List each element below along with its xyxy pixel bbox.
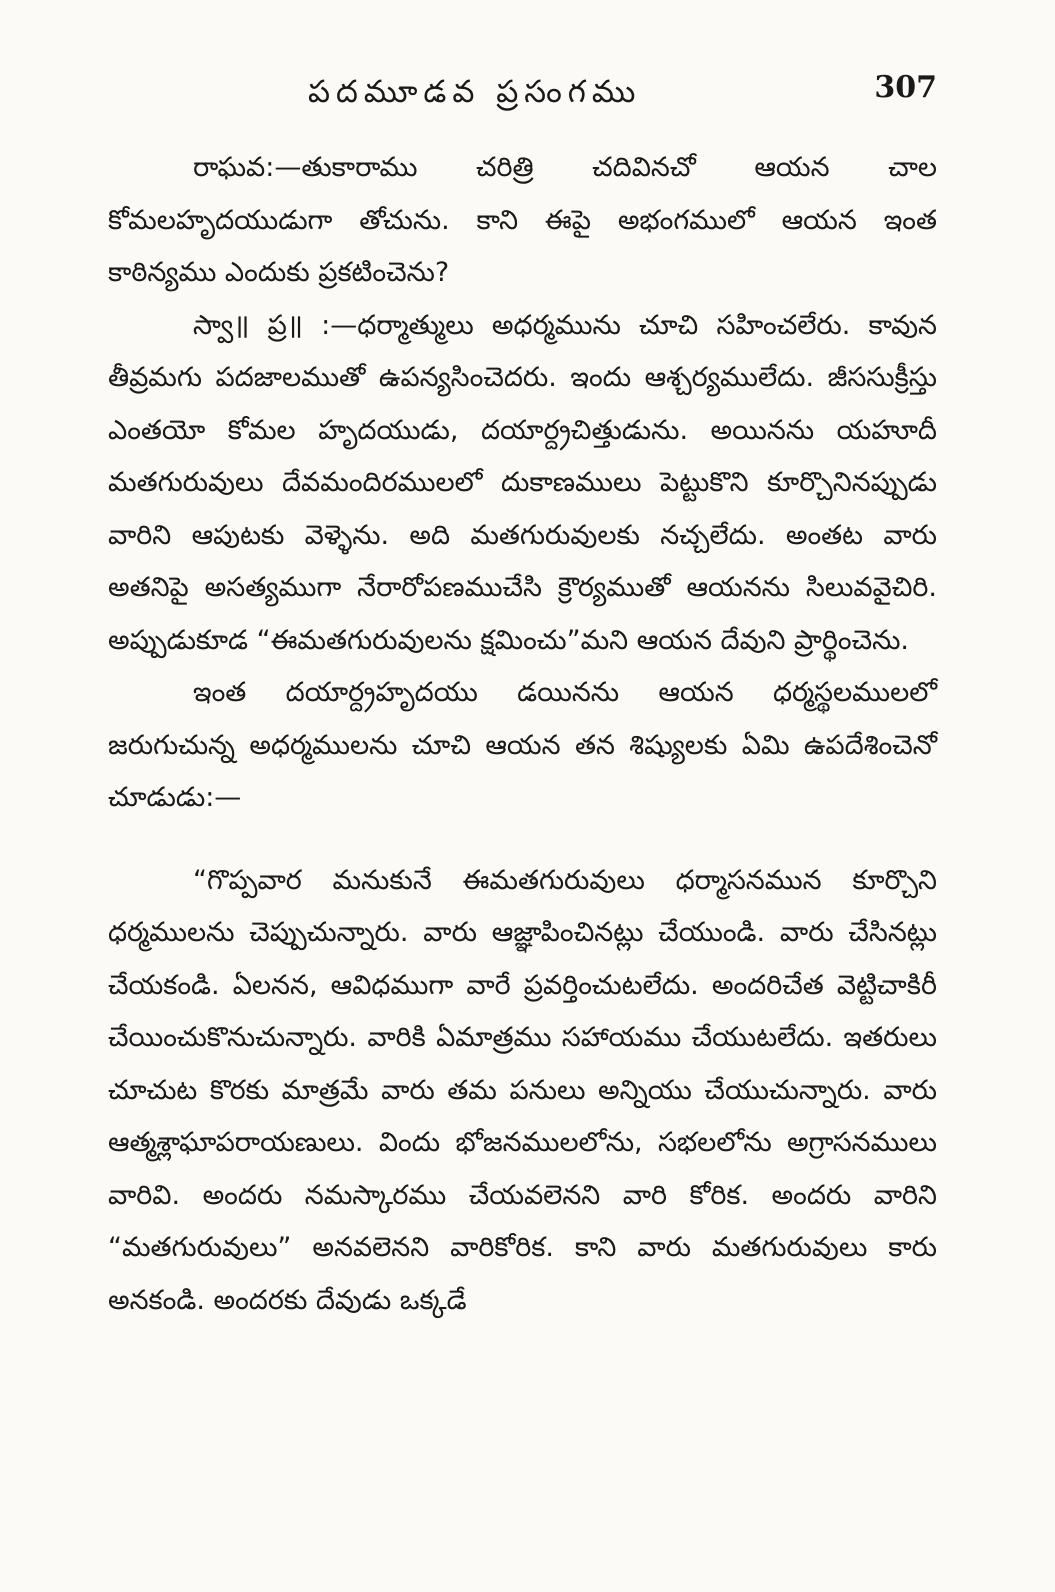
paragraph-text: ధర్మాత్ములు అధర్మమును చూచి సహించలేరు. కావున తీవ్రమగు పదజాలముతో ఉపన్యసించెదరు. ఇందు ఆశ్చర్యములేదు. జీససుక్రీస్తు ఎంతయో కోమల హృదయుడు, దయార్ద్రచిత్తుడును. అయినను యహూదీ మతగురువులు దేవమందిరములలో దుకాణములు పెట్టుకొని కూర్చొనినప్పుడు వారిని ఆపుటకు వెళ్ళెను. అది మతగురువులకు నచ్చలేదు. అంతట వారు అతనిపై అసత్యముగా నేరారోపణముచేసి క్రౌర్యముతో ఆయనను సిలువవైచిరి. అప్పుడుకూడ “ఈమతగురువులను క్షమించు”మని ఆయన దేవుని ప్రార్థించెను. xyxy=(108,309,937,656)
paragraph-swami-answer xyxy=(108,300,937,668)
paragraph-raghava-question xyxy=(108,142,937,300)
speaker-label: రాఘవ:— xyxy=(193,152,302,183)
chapter-title: పదమూడవ ప్రసంగము xyxy=(308,74,642,110)
page-number: 307 xyxy=(874,70,937,105)
paragraph-continuation xyxy=(108,667,937,825)
paragraph-text: ఇంత దయార్ద్రహృదయు డయినను ఆయన ధర్మస్థలములలో జరుగుచున్న అధర్మములను చూచి ఆయన తన శిష్యులకు ఏమి ఉపదేశించెనో చూడుడు:— xyxy=(108,677,937,813)
running-header xyxy=(108,60,937,120)
body-text xyxy=(108,142,937,1327)
paragraph-text: “గొప్పవార మనుకునే ఈమతగురువులు ధర్మాసనమున కూర్చొని ధర్మములను చెప్పుచున్నారు. వారు ఆజ్ఞాపించినట్లు చేయుండి. వారు చేసినట్లు చేయకండి. ఏలనన, ఆవిధముగా వారే ప్రవర్తించుటలేదు. అందరిచేత వెట్టిచాకిరీ చేయించుకొనుచున్నారు. వారికి ఏమాత్రము సహాయము చేయుటలేదు. ఇతరులు చూచుట కొరకు మాత్రమే వారు తమ పనులు అన్నియు చేయుచున్నారు. వారు ఆత్మశ్లాఘాపరాయణులు. విందు భోజనములలోను, సభలలోను అగ్రాసనములు వారివి. అందరు నమస్కారము చేయవలెనని వారి కోరిక. అందరు వారిని “మతగురువులు” అనవలెనని వారికోరిక. కాని వారు మతగురువులు కారు అనకండి. అందరకు దేవుడు ఒక్కడే xyxy=(108,864,937,1316)
paragraph-text: తుకారాము చరిత్రి చదివినచో ఆయన చాల కోమలహృదయుడుగా తోచును. కాని ఈపై అభంగములో ఆయన ఇంత కాఠిన్యము ఎందుకు ప్రకటించెను? xyxy=(108,152,937,288)
paragraph-quotation xyxy=(108,855,937,1328)
speaker-label: స్వా॥ ప్ర॥ :— xyxy=(193,309,358,341)
